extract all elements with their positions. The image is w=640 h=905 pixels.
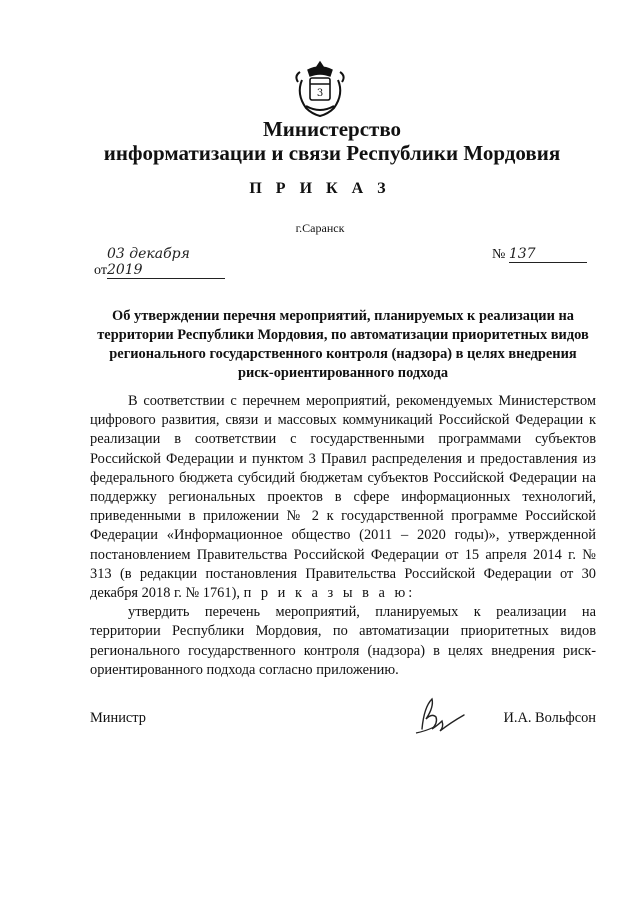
date-prefix: от <box>94 263 107 278</box>
date-value: 03 декабря 2019 <box>107 246 225 279</box>
ministry-name-line1: Министерство <box>262 117 402 141</box>
order-word: п р и к а з ы в а ю: <box>243 585 416 602</box>
document-body <box>90 392 596 680</box>
document-title: Об утверждении перечня мероприятий, планируемых к реализации на территории Республики Мордовия, по автоматизации приоритетных видов регионального государственного контроля (надзора) в целях внедрения риск-ориентированного подхода <box>97 308 589 381</box>
svg-text:3: 3 <box>316 88 324 99</box>
number-prefix: № <box>492 247 506 262</box>
order-date <box>94 246 225 279</box>
coat-of-arms-icon <box>292 60 348 118</box>
body-paragraph-1 <box>90 392 596 603</box>
signature-icon <box>408 695 488 743</box>
body-paragraph-2: утвердить перечень мероприятий, планируемых к реализации на территории Республики Мордовия, по автоматизации приоритетных видов регионального государственного контроля (надзора) в целях внедрения риск-ориентированного подхода согласно приложению. <box>90 604 596 678</box>
signer-position: Министр <box>90 710 146 726</box>
city: г.Саранск <box>295 221 345 235</box>
signature-block <box>90 707 596 747</box>
ministry-name-line2: информатизации и связи Республики Мордовия <box>103 141 561 165</box>
number-value: 137 <box>509 246 587 263</box>
paragraph-1-text: В соответствии с перечнем мероприятий, рекомендуемых Министерством цифрового развития, связи и массовых коммуникаций Российской Федерации к реализации в соответствии с государственными программами субъектов Российской Федерации и пунктом 3 Правил распределения и предоставления из федерального бюджета субсидий бюджетам субъектов Российской Федерации на поддержку региональных проектов в сфере информационных технологий, приведенными в приложении № 2 к государственной программе Российской Федерации «Информационное общество (2011 – 2020 годы)», утвержденной постановлением Правительства Российской Федерации от 15 апреля 2014 г. № 313 (в редакции постановления Правительства Российской Федерации от 30 декабря 2018 г. № 1761), <box>90 393 596 602</box>
date-number-row <box>94 246 590 278</box>
signer-name: И.А. Вольфсон <box>503 710 596 726</box>
order-number <box>492 246 587 263</box>
document-type: П Р И К А З <box>249 180 391 197</box>
